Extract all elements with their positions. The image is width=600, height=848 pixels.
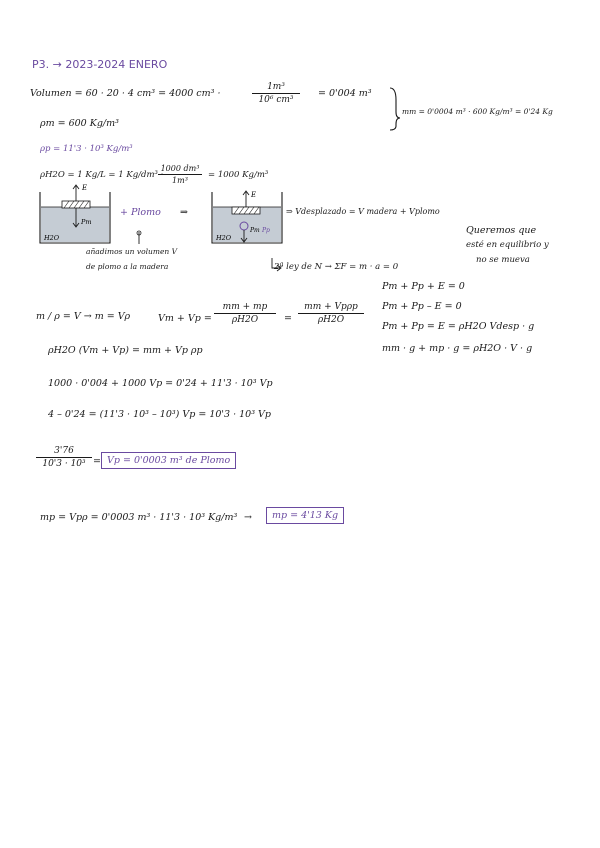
implies-arrow: ⇒ xyxy=(180,207,188,218)
equilibrium-eq4: mm · g + mp · g = ρH2O · V · g xyxy=(382,343,533,354)
container-2 xyxy=(212,191,282,243)
queremos-line1: Queremos que xyxy=(466,225,537,236)
equals-sign-2: = xyxy=(93,456,101,467)
mp-equation: mp = Vpρ = 0'0003 m³ · 11'3 · 10³ Kg/m³ xyxy=(40,512,238,523)
result-vp-box: Vp = 0'0003 m³ de Plomo xyxy=(101,452,236,469)
equilibrium-eq2: Pm + Pp – E = 0 xyxy=(382,301,462,312)
rho-water-result: = 1000 Kg/m³ xyxy=(208,170,269,180)
mass-madera: mm = 0'0004 m³ · 600 Kg/m³ = 0'24 Kg xyxy=(402,107,553,116)
anadimos-line1: añadimos un volumen V xyxy=(86,247,178,256)
label-e: E xyxy=(82,184,88,192)
fraction-2: mm + Vpρp ρH2O xyxy=(298,302,364,325)
plus-plomo-label: + Plomo xyxy=(120,207,161,218)
volume-fraction: 1m³ 10⁶ cm³ xyxy=(252,82,300,105)
equation-7: 4 – 0'24 = (11'3 · 10³ – 10³) Vp = 10'3 · 10³ Vp xyxy=(48,409,271,420)
queremos-line2: esté en equilibrio y xyxy=(466,240,549,250)
arrow-to-result: → xyxy=(244,512,252,523)
label-pp: Pp xyxy=(262,227,270,234)
rho-water: ρH2O = 1 Kg/L = 1 Kg/dm³ · xyxy=(40,170,164,180)
queremos-line3: no se mueva xyxy=(476,255,530,265)
result-mp-box: mp = 4'13 Kg xyxy=(266,507,344,524)
label-h2o: H2O xyxy=(44,234,60,242)
equals-sign: = xyxy=(284,313,292,324)
fraction-1: mm + mp ρH2O xyxy=(214,302,276,325)
equilibrium-eq1: Pm + Pp + E = 0 xyxy=(382,281,465,292)
vdesplazado-label: ⇒ Vdesplazado = V madera + Vplomo xyxy=(286,207,440,216)
mass-rho-relation: m / ρ = V → m = Vρ xyxy=(36,311,131,322)
label-pm: Pm xyxy=(81,218,92,226)
rho-madera: ρm = 600 Kg/m³ xyxy=(40,118,119,129)
label-h2o-2: H2O xyxy=(216,234,232,242)
label-e-2: E xyxy=(251,191,257,199)
label-pm-2: Pm xyxy=(250,227,260,234)
container-1 xyxy=(40,184,110,243)
anadimos-line2: de plomo a la madera xyxy=(86,262,169,271)
newton-law: 2ª ley de N → ΣF = m · a = 0 xyxy=(274,262,399,272)
problem-title: P3. → 2023-2024 ENERO xyxy=(32,58,168,71)
equation-6: 1000 · 0'004 + 1000 Vp = 0'24 + 11'3 · 10³ Vp xyxy=(48,378,273,389)
equation-5: ρH2O (Vm + Vp) = mm + Vp ρp xyxy=(48,345,203,356)
volume-result: = 0'004 m³ xyxy=(318,88,372,99)
rho-plomo: ρp = 11'3 · 10³ Kg/m³ xyxy=(40,144,133,154)
volume-equation: Volumen = 60 · 20 · 4 cm³ = 4000 cm³ · xyxy=(30,88,221,99)
brace-icon xyxy=(390,88,400,130)
vm-vp-label: Vm + Vp = xyxy=(158,313,212,324)
equilibrium-eq3: Pm + Pp = E = ρH2O Vdesp · g xyxy=(382,321,535,332)
fraction-3: 3'76 10'3 · 10³ xyxy=(36,446,92,469)
rho-water-fraction: 1000 dm³ 1m³ xyxy=(158,164,202,185)
